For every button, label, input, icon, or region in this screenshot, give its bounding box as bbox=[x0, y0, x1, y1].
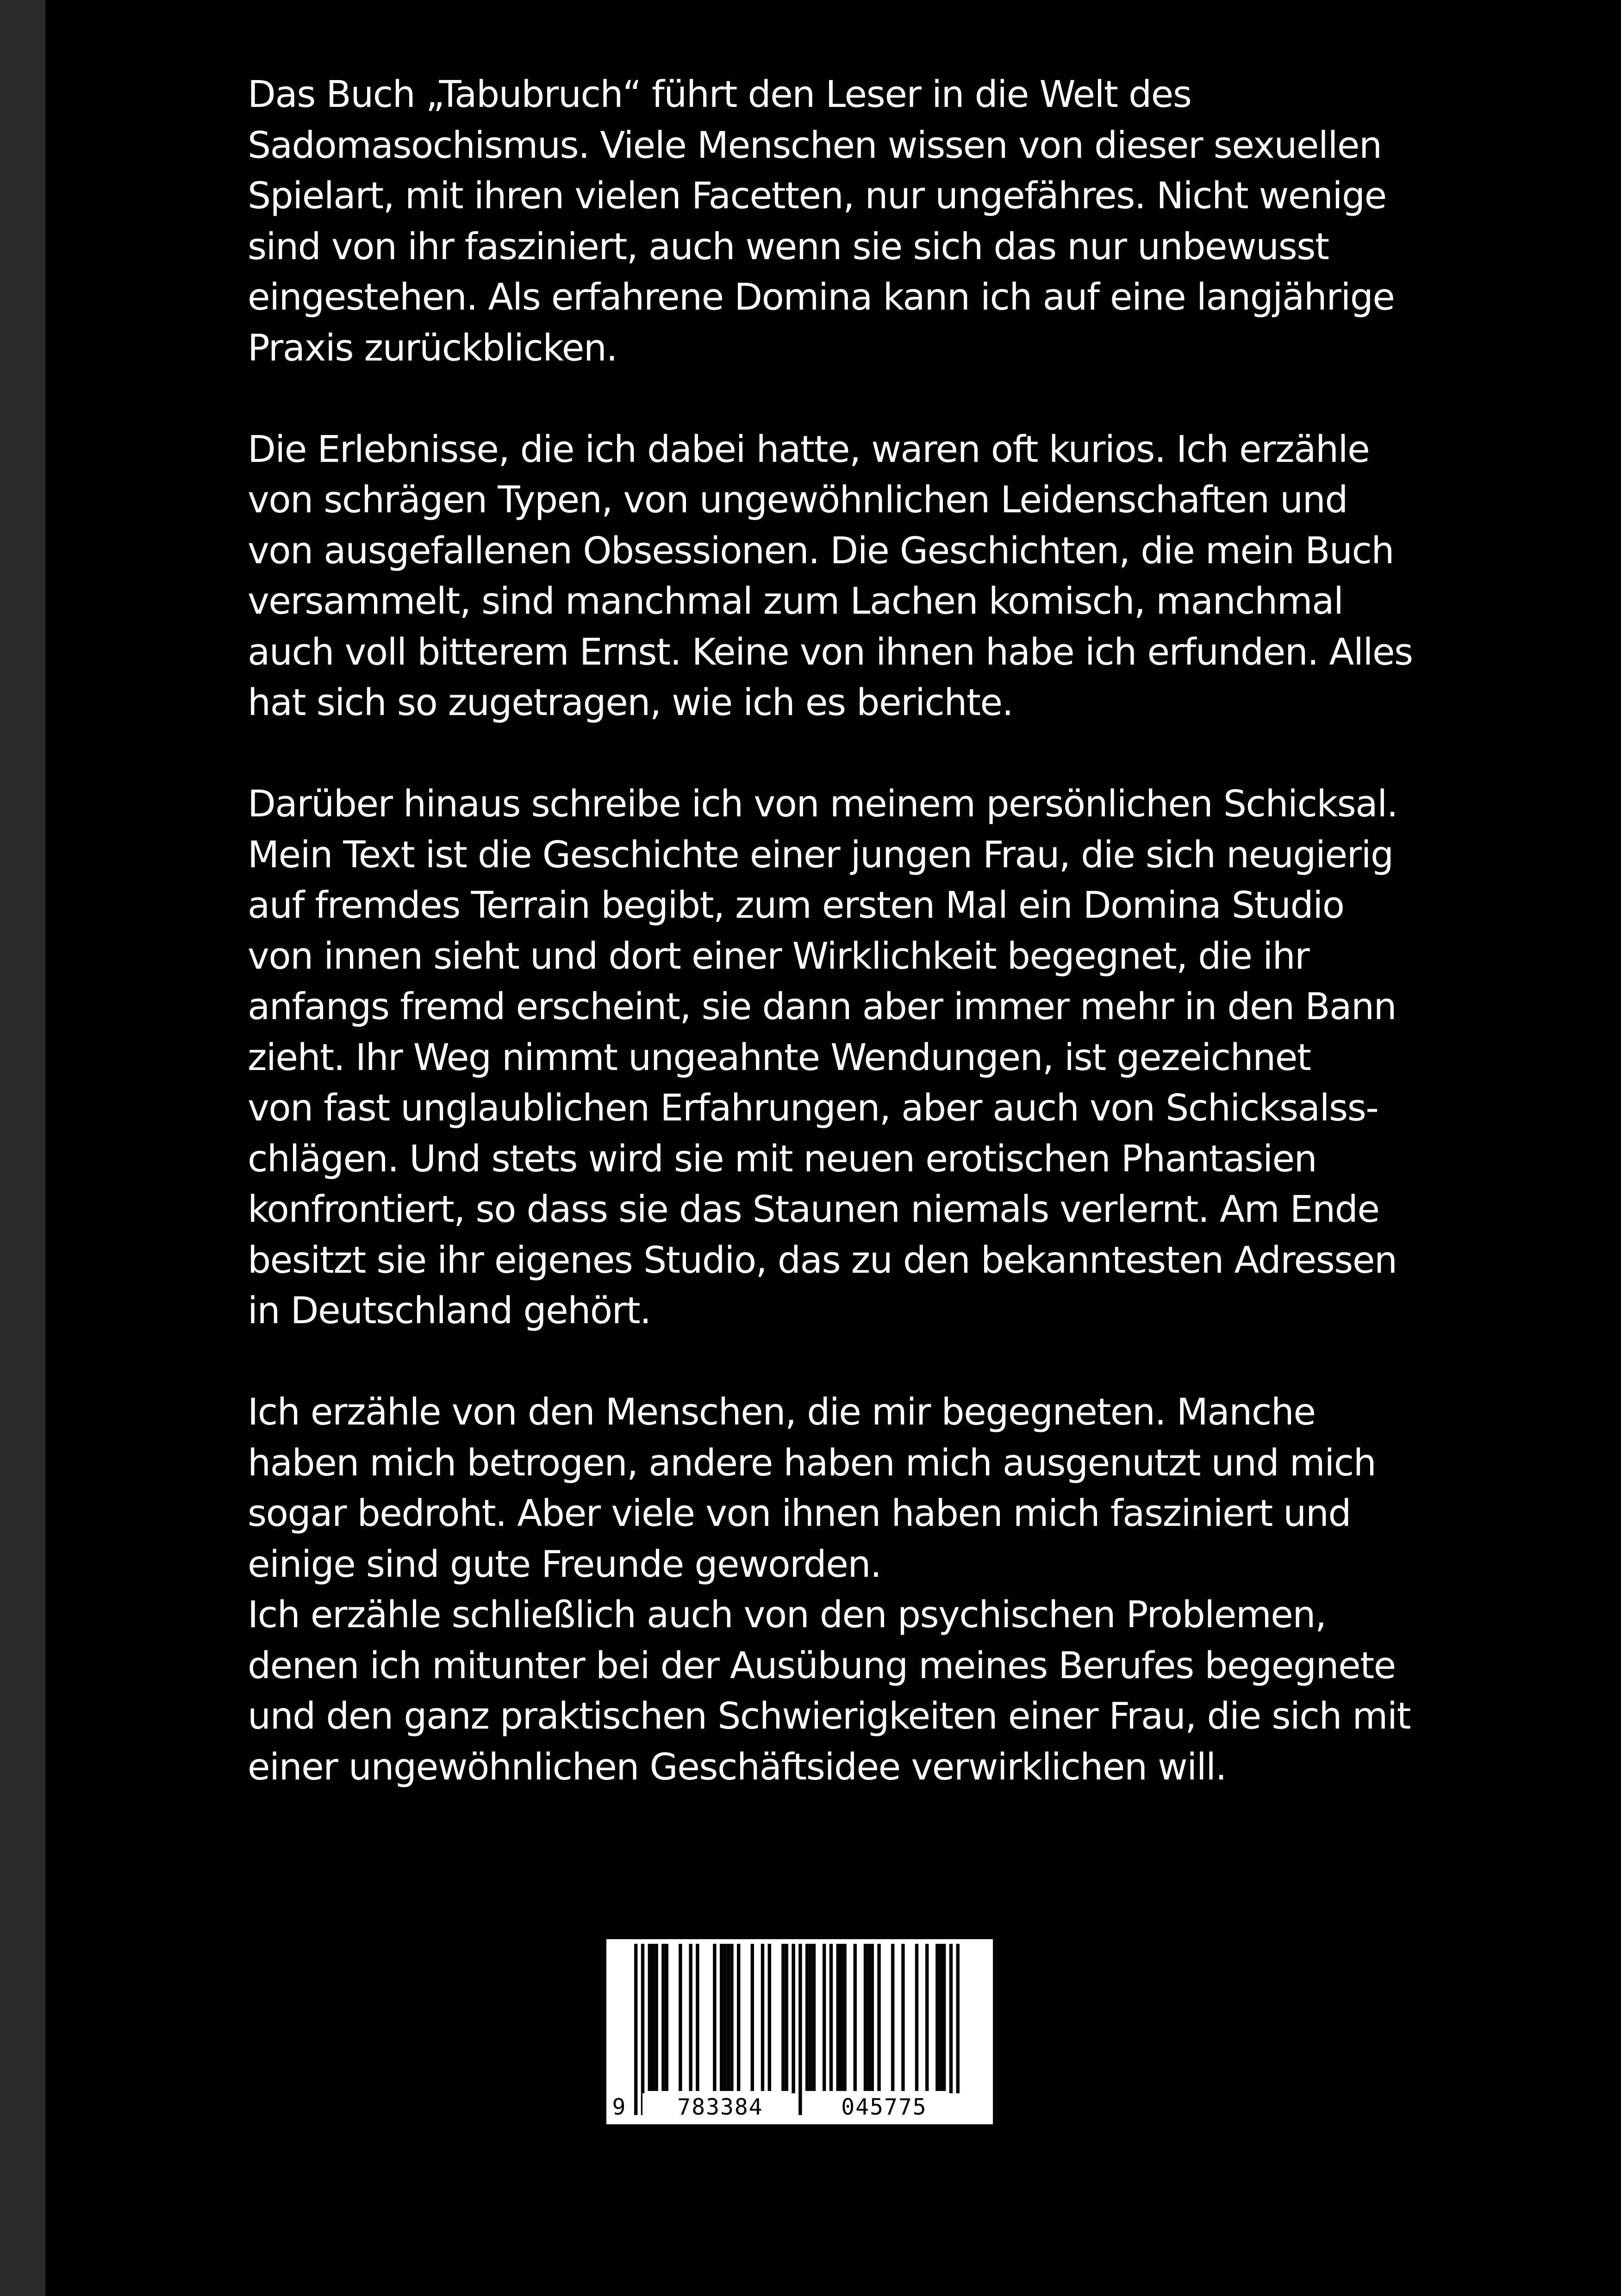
text-line: haben mich betrogen, andere haben mich ausgenutzt und mich bbox=[248, 1441, 1376, 1484]
paragraph-2 bbox=[248, 424, 1413, 728]
back-cover-blurb bbox=[248, 69, 1413, 1792]
barcode-bar bbox=[925, 1944, 929, 2091]
barcode-bar bbox=[843, 1944, 846, 2091]
text-line: von ausgefallenen Obsessionen. Die Geschichten, die mein Buch bbox=[248, 529, 1394, 572]
barcode-bar bbox=[661, 1944, 665, 2091]
text-line: von schrägen Typen, von ungewöhnlichen Leidenschaften und bbox=[248, 479, 1347, 521]
barcode-bar bbox=[768, 1944, 771, 2091]
barcode-bar bbox=[939, 1944, 942, 2091]
barcode-bar bbox=[781, 1944, 785, 2091]
paragraph-3 bbox=[248, 779, 1398, 1337]
barcode-bar bbox=[854, 1944, 857, 2091]
barcode-bar bbox=[634, 1944, 637, 2115]
barcode-bar bbox=[761, 1944, 764, 2091]
barcode-lead-digit: 9 bbox=[610, 2093, 629, 2121]
text-line: sogar bedroht. Aber viele von ihnen haben mich fasziniert und bbox=[248, 1492, 1351, 1535]
text-line: Ich erzähle von den Menschen, die mir begegneten. Manche bbox=[248, 1391, 1316, 1433]
barcode-bar bbox=[915, 1944, 918, 2091]
barcode-bar bbox=[829, 1944, 833, 2091]
text-line: Das Buch „Tabubruch“ führt den Leser in die Welt des bbox=[248, 73, 1191, 116]
barcode-bar bbox=[689, 1944, 692, 2091]
text-line: chlägen. Und stets wird sie mit neuen erotischen Phantasien bbox=[248, 1137, 1317, 1180]
barcode-bar bbox=[871, 1944, 874, 2091]
text-line: auch voll bitterem Ernst. Keine von ihnen habe ich erfunden. Alles bbox=[248, 630, 1413, 673]
barcode-bar bbox=[867, 1944, 870, 2091]
barcode-bar bbox=[792, 1944, 795, 2115]
text-line: eingestehen. Als erfahrene Domina kann ich auf eine langjährige bbox=[248, 276, 1395, 318]
text-line: hat sich so zugetragen, wie ich es berichte. bbox=[248, 681, 1013, 724]
paragraph-gap bbox=[248, 1337, 1391, 1388]
text-line: und den ganz praktischen Schwierigkeiten einer Frau, die sich mit bbox=[248, 1695, 1410, 1737]
text-line: einige sind gute Freunde geworden. bbox=[248, 1543, 881, 1586]
text-line: Ich erzähle schließlich auch von den psychischen Problemen, bbox=[248, 1593, 1326, 1636]
barcode-bar bbox=[651, 1944, 655, 2091]
barcode-bar bbox=[720, 1944, 723, 2091]
text-line: von innen sieht und dort einer Wirklichkeit begegnet, die ihr bbox=[248, 934, 1309, 977]
barcode-bar bbox=[864, 1944, 867, 2091]
text-line: einer ungewöhnlichen Geschäftsidee verwirklichen will. bbox=[248, 1745, 1227, 1788]
barcode-bar bbox=[798, 1944, 802, 2115]
text-line: Die Erlebnisse, die ich dabei hatte, waren oft kurios. Ich erzähle bbox=[248, 428, 1370, 471]
barcode-bar bbox=[812, 1944, 816, 2091]
isbn-barcode bbox=[606, 1939, 993, 2124]
text-line: besitzt sie ihr eigenes Studio, das zu den bekanntesten Adressen bbox=[248, 1238, 1397, 1282]
barcode-bar bbox=[723, 1944, 726, 2091]
text-line: versammelt, sind manchmal zum Lachen komisch, manchmal bbox=[248, 580, 1343, 622]
text-line: Spielart, mit ihren vielen Facetten, nur ungefähres. Nicht wenige bbox=[248, 174, 1386, 217]
barcode-bar bbox=[641, 1944, 644, 2115]
barcode-bar bbox=[901, 1944, 904, 2091]
text-line: von fast unglaublichen Erfahrungen, aber auch von Schicksalss- bbox=[248, 1087, 1378, 1129]
barcode-left-digits: 783384 bbox=[642, 2093, 798, 2121]
barcode-bar bbox=[730, 1944, 733, 2091]
text-line: sind von ihr fasziniert, auch wenn sie sich das nur unbewusst bbox=[248, 225, 1329, 268]
text-line: denen ich mitunter bei der Ausübung meines Berufes begegnete bbox=[248, 1644, 1396, 1687]
barcode-bar bbox=[823, 1944, 826, 2091]
spine-strip bbox=[0, 0, 45, 2296]
text-line: in Deutschland gehört. bbox=[248, 1289, 651, 1332]
text-line: Sadomasochismus. Viele Menschen wissen von dieser sexuellen bbox=[248, 124, 1382, 167]
barcode-bar bbox=[840, 1944, 843, 2091]
text-line: Darüber hinaus schreibe ich von meinem persönlichen Schicksal. bbox=[248, 783, 1398, 825]
barcode-bar bbox=[949, 1944, 953, 2115]
barcode-bar bbox=[809, 1944, 812, 2091]
barcode-bar bbox=[727, 1944, 730, 2091]
barcode-bar bbox=[713, 1944, 716, 2091]
barcode-bar bbox=[805, 1944, 809, 2091]
barcode-bar bbox=[696, 1944, 699, 2091]
barcode-bar bbox=[877, 1944, 880, 2091]
text-line: Praxis zurückblicken. bbox=[248, 326, 617, 369]
barcode-bar bbox=[956, 1944, 960, 2115]
barcode-bar bbox=[785, 1944, 788, 2091]
paragraph-4 bbox=[248, 1387, 1410, 1792]
barcode-bar bbox=[836, 1944, 840, 2091]
barcode-bar bbox=[935, 1944, 939, 2091]
barcode-bar bbox=[665, 1944, 668, 2091]
barcode-right-digits: 045775 bbox=[806, 2093, 962, 2121]
text-line: zieht. Ihr Weg nimmt ungeahnte Wendungen, ist gezeichnet bbox=[248, 1036, 1311, 1079]
paragraph-gap bbox=[248, 373, 1391, 424]
barcode-bar bbox=[942, 1944, 946, 2091]
barcode-bar bbox=[751, 1944, 754, 2091]
barcode-bar bbox=[737, 1944, 740, 2091]
barcode-bar bbox=[891, 1944, 894, 2091]
text-line: konfrontiert, so dass sie das Staunen niemals verlernt. Am Ende bbox=[248, 1188, 1379, 1231]
text-line: anfangs fremd erscheint, sie dann aber immer mehr in den Bann bbox=[248, 985, 1397, 1028]
paragraph-gap bbox=[248, 728, 1391, 779]
text-line: auf fremdes Terrain begibt, zum ersten Mal ein Domina Studio bbox=[248, 884, 1344, 927]
barcode-bar bbox=[655, 1944, 658, 2091]
barcode-bar bbox=[648, 1944, 651, 2091]
barcode-bar bbox=[679, 1944, 682, 2091]
paragraph-1 bbox=[248, 69, 1395, 373]
text-line: Mein Text ist die Geschichte einer jungen Frau, die sich neugierig bbox=[248, 833, 1393, 876]
